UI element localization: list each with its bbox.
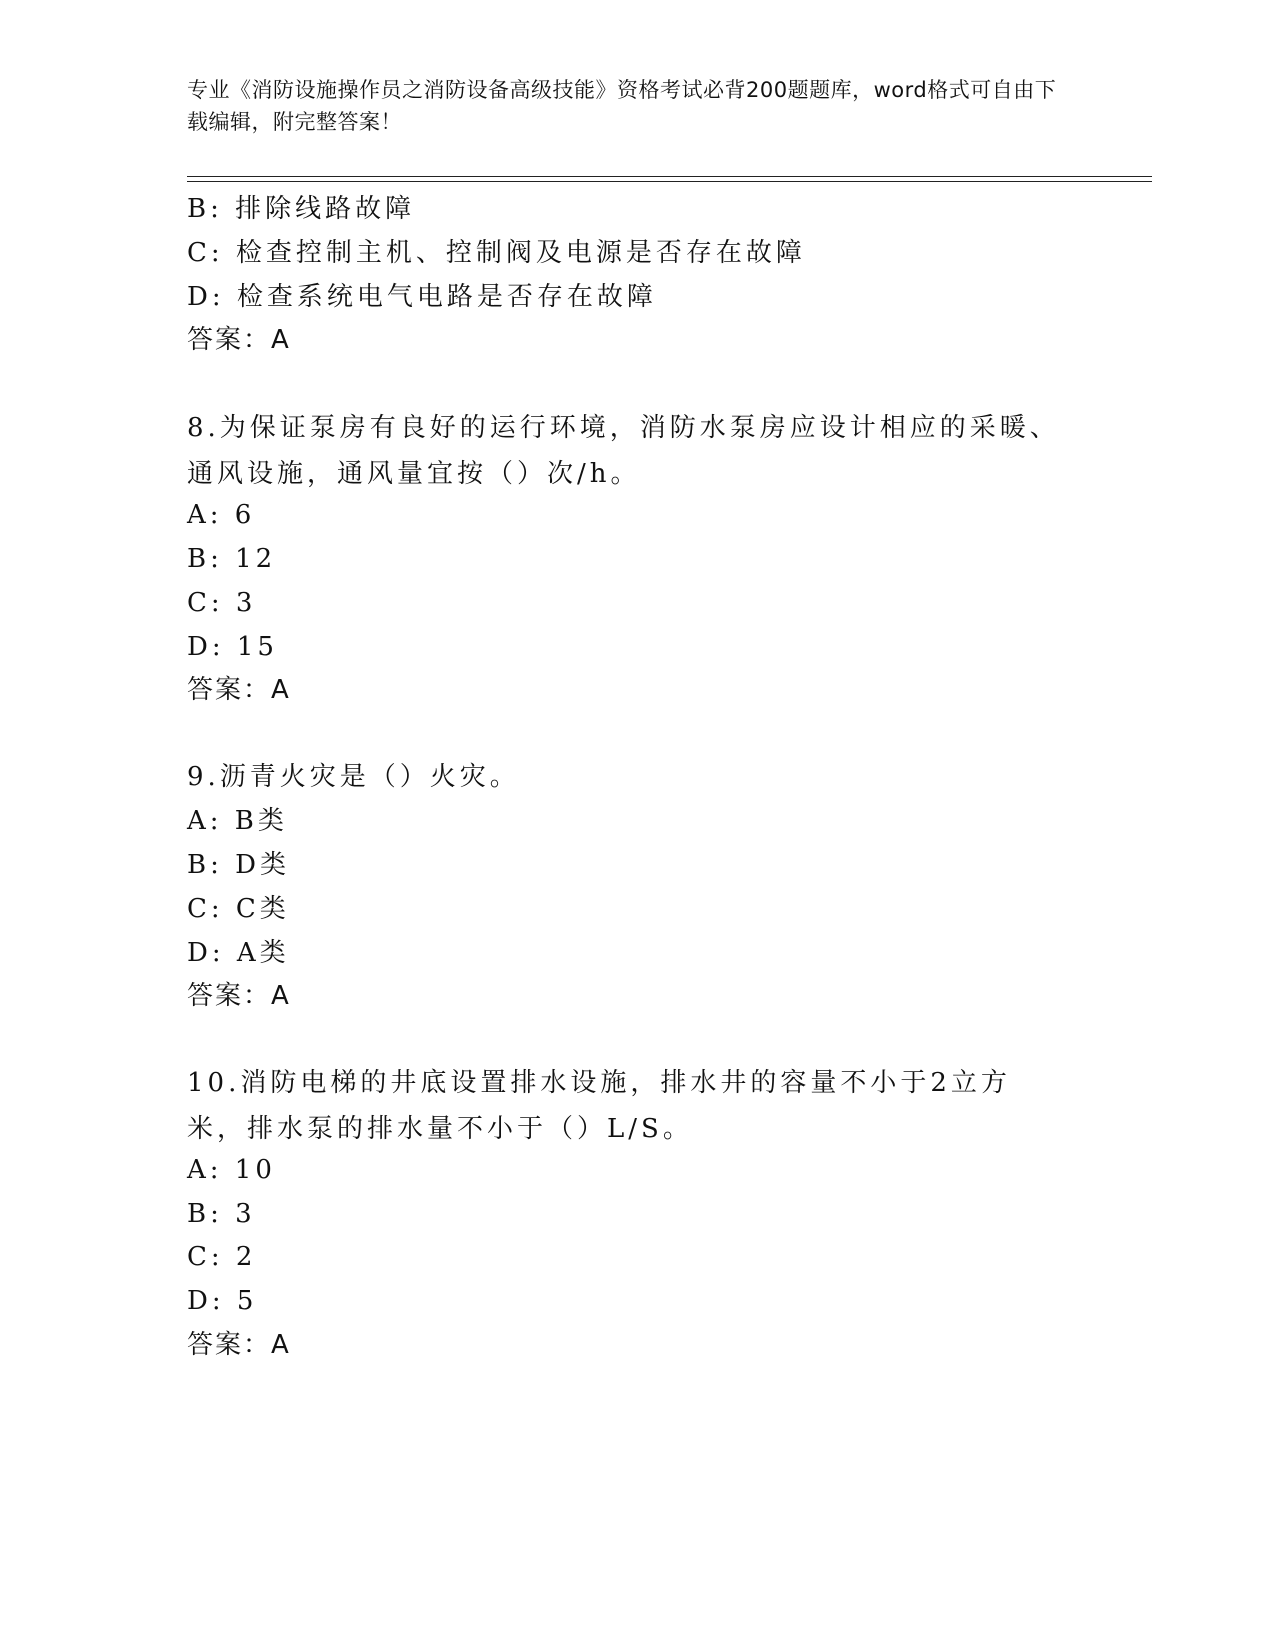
q9-stem: 9.沥青火灾是（）火灾。 [187, 762, 520, 792]
header-divider-bottom [187, 181, 1152, 182]
q8-option-c: C: 3 [187, 588, 257, 618]
q10-option-b: B: 3 [187, 1199, 256, 1229]
q10-option-a: A: 10 [187, 1155, 276, 1185]
q8-option-b: B: 12 [187, 544, 277, 574]
q9-option-b: B: D类 [187, 850, 290, 880]
q9-answer: 答案：A [187, 981, 291, 1011]
q8-stem: 8.为保证泵房有良好的运行环境，消防水泵房应设计相应的采暖、通风设施，通风量宜按（）次/h。 [187, 413, 1060, 489]
q10-option-c: C: 2 [187, 1242, 257, 1272]
q9-option-d: D: A类 [187, 938, 290, 968]
q8-option-d: D: 15 [187, 632, 278, 662]
q9-option-a: A: B类 [187, 806, 288, 836]
document-header: 专业《消防设施操作员之消防设备高级技能》资格考试必背200题题库，word格式可自由下载编辑，附完整答案！ [187, 78, 1057, 134]
q8-option-a: A: 6 [187, 500, 256, 530]
q7-option-b: B: 排除线路故障 [187, 194, 416, 224]
q8-answer: 答案：A [187, 675, 291, 705]
q10-stem: 10.消防电梯的井底设置排水设施，排水井的容量不小于2立方米，排水泵的排水量不小于（）L/S。 [187, 1068, 1011, 1144]
q9-option-c: C: C类 [187, 894, 290, 924]
q7-answer: 答案：A [187, 325, 291, 355]
q10-option-d: D: 5 [187, 1286, 258, 1316]
q10-answer: 答案：A [187, 1330, 291, 1360]
header-divider-top [187, 176, 1152, 177]
q7-option-d: D: 检查系统电气电路是否存在故障 [187, 282, 657, 312]
q7-option-c: C: 检查控制主机、控制阀及电源是否存在故障 [187, 238, 806, 268]
